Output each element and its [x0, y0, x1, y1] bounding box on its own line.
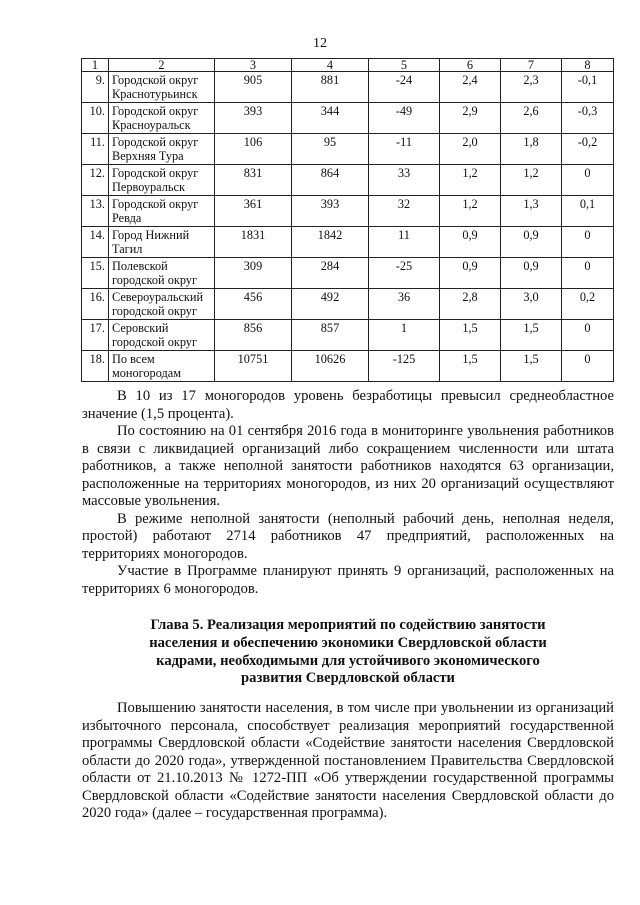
municipality-name-line-1: Городской округ — [112, 104, 199, 118]
value-col-8: 0 — [562, 227, 614, 258]
value-col-7: 1,2 — [501, 165, 562, 196]
table-row — [82, 165, 614, 196]
value-col-8: 0,2 — [562, 289, 614, 320]
municipality-name — [109, 72, 215, 103]
row-number: 10. — [82, 103, 109, 134]
municipality-name-line-2: городской округ — [112, 273, 197, 287]
value-col-6: 2,8 — [440, 289, 501, 320]
row-number: 15. — [82, 258, 109, 289]
value-col-6: 1,5 — [440, 351, 501, 382]
value-col-7: 2,3 — [501, 72, 562, 103]
paragraph-4: Участие в Программе планируют принять 9 организаций, расположенных на территориях 6 моногородов. — [82, 563, 614, 597]
value-col-6: 2,9 — [440, 103, 501, 134]
column-number-6: 6 — [440, 59, 501, 72]
municipality-name-line-1: Город Нижний — [112, 228, 190, 242]
value-col-5: -49 — [369, 103, 440, 134]
value-col-6: 2,4 — [440, 72, 501, 103]
value-col-3: 856 — [215, 320, 292, 351]
column-number-5: 5 — [369, 59, 440, 72]
column-number-7: 7 — [501, 59, 562, 72]
municipality-name-line-1: Серовский — [112, 321, 169, 335]
column-number-8: 8 — [562, 59, 614, 72]
municipality-name-line-1: Полевской — [112, 259, 168, 273]
value-col-4: 881 — [292, 72, 369, 103]
value-col-8: 0 — [562, 320, 614, 351]
municipality-name-line-1: Городской округ — [112, 197, 199, 211]
heading-line-1: Глава 5. Реализация мероприятий по содействию занятости — [150, 617, 546, 633]
value-col-7: 0,9 — [501, 227, 562, 258]
row-number: 9. — [82, 72, 109, 103]
value-col-8: 0 — [562, 351, 614, 382]
municipality-name-line-2: Краснотурьинск — [112, 87, 198, 101]
value-col-4: 393 — [292, 196, 369, 227]
heading-line-4: развития Свердловской области — [241, 670, 455, 687]
value-col-7: 1,3 — [501, 196, 562, 227]
row-number: 11. — [82, 134, 109, 165]
column-number-2: 2 — [109, 59, 215, 72]
chapter-heading — [82, 617, 614, 688]
value-col-6: 1,5 — [440, 320, 501, 351]
value-col-8: 0 — [562, 165, 614, 196]
municipality-name-line-2: городской округ — [112, 335, 197, 349]
table-row — [82, 72, 614, 103]
monotown-unemployment-table — [81, 58, 614, 382]
value-col-5: 11 — [369, 227, 440, 258]
value-col-3: 1831 — [215, 227, 292, 258]
row-number: 14. — [82, 227, 109, 258]
column-number-3: 3 — [215, 59, 292, 72]
municipality-name-line-2: Верхняя Тура — [112, 149, 184, 163]
value-col-4: 344 — [292, 103, 369, 134]
row-number: 18. — [82, 351, 109, 382]
municipality-name — [109, 134, 215, 165]
table-row — [82, 103, 614, 134]
municipality-name-line-1: Североуральский — [112, 290, 204, 304]
municipality-name-line-1: Городской округ — [112, 73, 199, 87]
municipality-name — [109, 103, 215, 134]
heading-line-3: кадрами, необходимыми для устойчивого экономического — [156, 652, 540, 669]
table-row — [82, 289, 614, 320]
value-col-8: -0,3 — [562, 103, 614, 134]
municipality-name — [109, 351, 215, 382]
table-row — [82, 134, 614, 165]
value-col-7: 1,5 — [501, 351, 562, 382]
table-row — [82, 258, 614, 289]
value-col-6: 1,2 — [440, 196, 501, 227]
value-col-3: 361 — [215, 196, 292, 227]
municipality-name-line-2: Красноуральск — [112, 118, 191, 132]
value-col-7: 1,8 — [501, 134, 562, 165]
value-col-5: -25 — [369, 258, 440, 289]
value-col-6: 0,9 — [440, 258, 501, 289]
paragraph-2: По состоянию на 01 сентября 2016 года в мониторинге увольнения работников в связи с ликвидацией организаций либо сокращением численности или штата работников, а также неполной занятости работников находятся 63 организации, расположенные на территориях моногородов, из них 20 организаций осуществляют массовые увольнения. — [82, 423, 614, 509]
municipality-name — [109, 258, 215, 289]
body-text-bottom — [82, 700, 614, 823]
municipality-name — [109, 227, 215, 258]
value-col-6: 1,2 — [440, 165, 501, 196]
municipality-name — [109, 165, 215, 196]
value-col-6: 0,9 — [440, 227, 501, 258]
value-col-5: -24 — [369, 72, 440, 103]
value-col-5: 1 — [369, 320, 440, 351]
row-number: 13. — [82, 196, 109, 227]
table-row — [82, 320, 614, 351]
paragraph-final: Повышению занятости населения, в том числе при увольнении из организаций избыточного персонала, способствует реализация мероприятий государственной программы Свердловской области «Содействие занятости населения Свердловской области до 2020 года», утвержденной постановлением Правительства Свердловской области от 21.10.2013 № 1272-ПП «Об утверждении государственной программы Свердловской области «Содействие занятости населения Свердловской области до 2020 года» (далее – государственная программа). — [82, 700, 614, 821]
heading-line-2: населения и обеспечению экономики Свердловской области — [149, 634, 547, 651]
table-header-row — [82, 59, 614, 72]
value-col-8: -0,2 — [562, 134, 614, 165]
paragraph-3: В режиме неполной занятости (неполный рабочий день, неполная неделя, простой) работают 2714 работников 47 предприятий, расположенных на территориях моногородов. — [82, 510, 614, 562]
municipality-name — [109, 320, 215, 351]
municipality-name-line-2: Первоуральск — [112, 180, 185, 194]
value-col-6: 2,0 — [440, 134, 501, 165]
municipality-name — [109, 196, 215, 227]
municipality-name-line-1: Городской округ — [112, 135, 199, 149]
value-col-4: 864 — [292, 165, 369, 196]
row-number: 16. — [82, 289, 109, 320]
column-number-4: 4 — [292, 59, 369, 72]
value-col-4: 857 — [292, 320, 369, 351]
value-col-5: -125 — [369, 351, 440, 382]
value-col-8: 0 — [562, 258, 614, 289]
body-text-top — [82, 388, 614, 598]
municipality-name-line-1: По всем — [112, 352, 155, 366]
value-col-3: 10751 — [215, 351, 292, 382]
value-col-5: 36 — [369, 289, 440, 320]
municipality-name-line-2: моногородам — [112, 366, 181, 380]
table-row — [82, 227, 614, 258]
value-col-7: 2,6 — [501, 103, 562, 134]
value-col-4: 492 — [292, 289, 369, 320]
value-col-7: 1,5 — [501, 320, 562, 351]
table-row — [82, 196, 614, 227]
value-col-5: 32 — [369, 196, 440, 227]
table-row — [82, 351, 614, 382]
column-number-1: 1 — [82, 59, 109, 72]
municipality-name — [109, 289, 215, 320]
value-col-3: 393 — [215, 103, 292, 134]
value-col-3: 831 — [215, 165, 292, 196]
value-col-7: 0,9 — [501, 258, 562, 289]
value-col-4: 284 — [292, 258, 369, 289]
value-col-4: 1842 — [292, 227, 369, 258]
value-col-4: 95 — [292, 134, 369, 165]
value-col-3: 456 — [215, 289, 292, 320]
municipality-name-line-1: Городской округ — [112, 166, 199, 180]
value-col-5: -11 — [369, 134, 440, 165]
municipality-name-line-2: Ревда — [112, 211, 142, 225]
page-number: 12 — [313, 36, 327, 51]
row-number: 12. — [82, 165, 109, 196]
value-col-8: -0,1 — [562, 72, 614, 103]
value-col-3: 106 — [215, 134, 292, 165]
value-col-5: 33 — [369, 165, 440, 196]
paragraph-1: В 10 из 17 моногородов уровень безработицы превысил среднеобластное значение (1,5 процента). — [82, 388, 614, 422]
value-col-7: 3,0 — [501, 289, 562, 320]
value-col-3: 309 — [215, 258, 292, 289]
municipality-name-line-2: городской округ — [112, 304, 197, 318]
value-col-3: 905 — [215, 72, 292, 103]
municipality-name-line-2: Тагил — [112, 242, 143, 256]
value-col-8: 0,1 — [562, 196, 614, 227]
row-number: 17. — [82, 320, 109, 351]
value-col-4: 10626 — [292, 351, 369, 382]
